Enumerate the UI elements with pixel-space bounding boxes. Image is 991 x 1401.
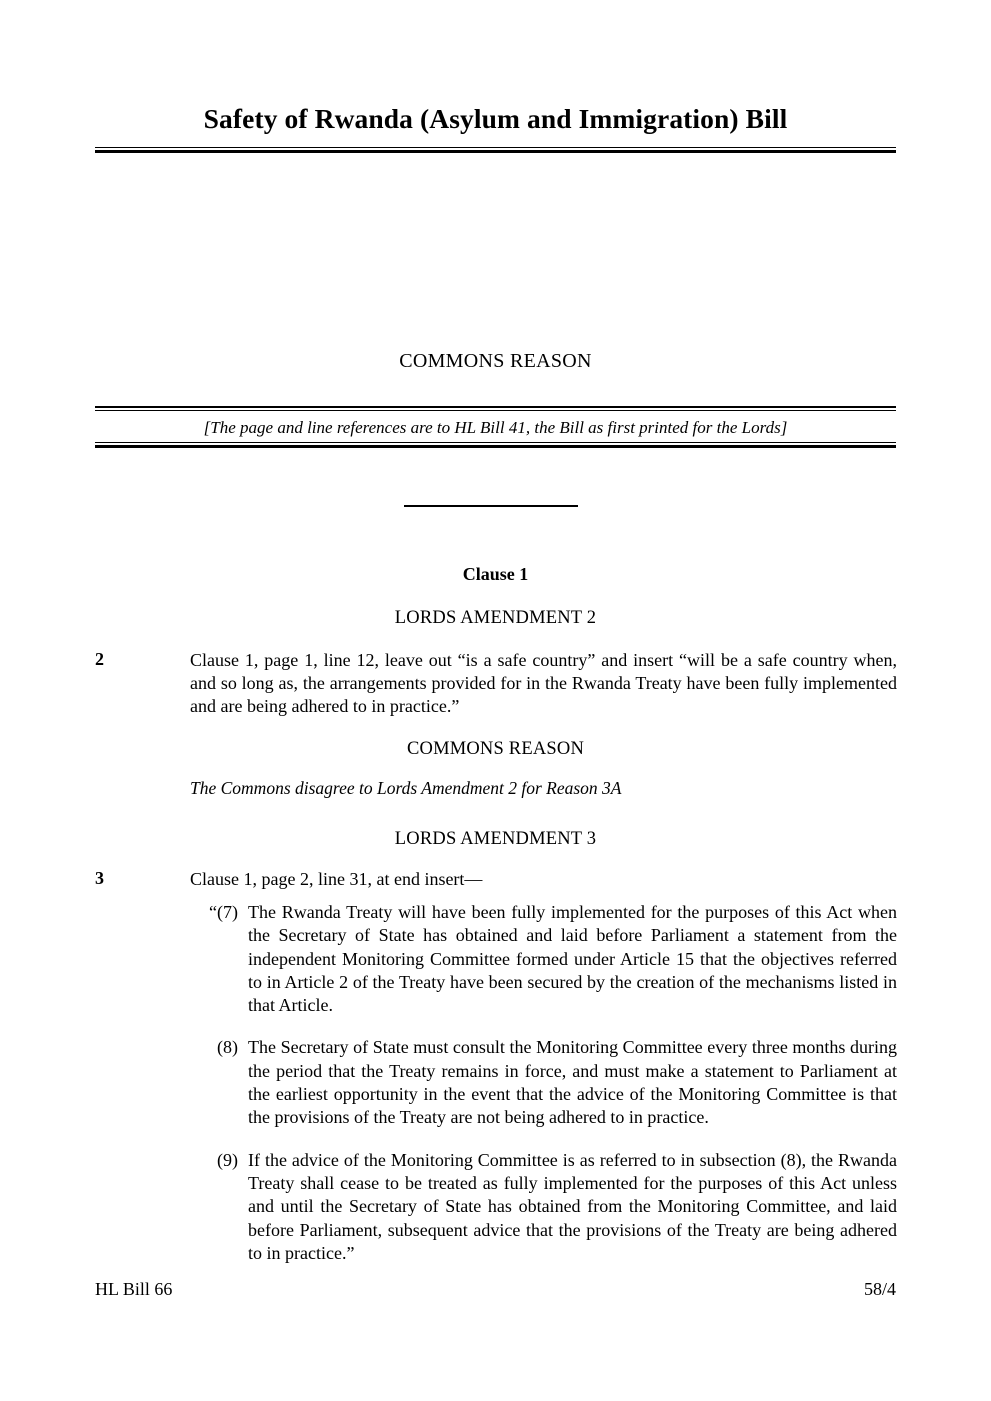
- commons-reason-heading: COMMONS REASON: [406, 739, 585, 759]
- note-divider-top: [95, 406, 896, 411]
- commons-reason-text: The Commons disagree to Lords Amendment 2 for Reason 3A: [190, 778, 622, 798]
- footer-bill-reference: HL Bill 66: [95, 1279, 173, 1299]
- footer-page-reference: 58/4: [863, 1279, 896, 1299]
- lords-amendment-2-heading: LORDS AMENDMENT 2: [394, 608, 597, 628]
- commons-reason-banner-heading: COMMONS REASON: [399, 350, 592, 372]
- subsection-item: [190, 1149, 897, 1265]
- subsection-text: The Secretary of State must consult the Monitoring Committee every three months during the period that the Treaty remains in force, and must make a statement to Parliament at the earliest opportunity in the event that the advice of the Monitoring Committee is that the provisions of the Treaty are not being adhered to in practice.: [248, 1037, 897, 1128]
- subsection-marker: “(7): [209, 902, 238, 922]
- subsection-item: [190, 901, 897, 1017]
- divider-thin-line: [95, 410, 896, 411]
- note-divider-bottom: [95, 442, 896, 448]
- amendment-3-text: Clause 1, page 2, line 31, at end insert—: [190, 869, 483, 889]
- subsection-marker: (8): [217, 1037, 238, 1058]
- subsection-text: The Rwanda Treaty will have been fully implemented for the purposes of this Act when the Secretary of State has obtained and laid before Parliament a statement from the independent Monitoring Committee formed under Article 15 that the objectives referred to in Article 2 of the Treaty have been secured by the creation of the mechanisms listed in that Article.: [248, 902, 897, 1016]
- subsection-text: If the advice of the Monitoring Committee is as referred to in subsection (8), the Rwanda Treaty shall cease to be treated as fully implemented for the purposes of this Act unless and until the Secretary of State has obtained from the Monitoring Committee, and laid before Parliament, subsequent advice that the provisions of the Treaty are being adhered to in practice.”: [248, 1149, 897, 1263]
- divider-thick-line: [95, 150, 896, 153]
- subsection-marker: (9): [217, 1149, 238, 1170]
- amendment-3-subsections: [190, 901, 897, 1265]
- amendment-3-block: [95, 868, 897, 891]
- title-divider: [95, 147, 896, 153]
- clause-heading: Clause 1: [462, 564, 529, 584]
- section-separator-rule: [404, 505, 578, 507]
- amendment-2-block: [95, 649, 897, 719]
- divider-thick-line: [95, 445, 896, 448]
- amendment-3-number: 3: [95, 868, 104, 888]
- page-title: Safety of Rwanda (Asylum and Immigration) Bill: [203, 103, 788, 134]
- amendment-2-number: 2: [95, 649, 104, 669]
- amendment-2-text: Clause 1, page 1, line 12, leave out “is a safe country” and insert “will be a safe country when, and so long as, the arrangements provided for in the Rwanda Treaty have been fully implemented and are being adhered to in practice.”: [190, 650, 897, 717]
- page-line-reference-note: [The page and line references are to HL Bill 41, the Bill as first printed for the Lords]: [203, 418, 788, 437]
- subsection-item: [190, 1036, 897, 1129]
- lords-amendment-3-heading: LORDS AMENDMENT 3: [394, 829, 597, 849]
